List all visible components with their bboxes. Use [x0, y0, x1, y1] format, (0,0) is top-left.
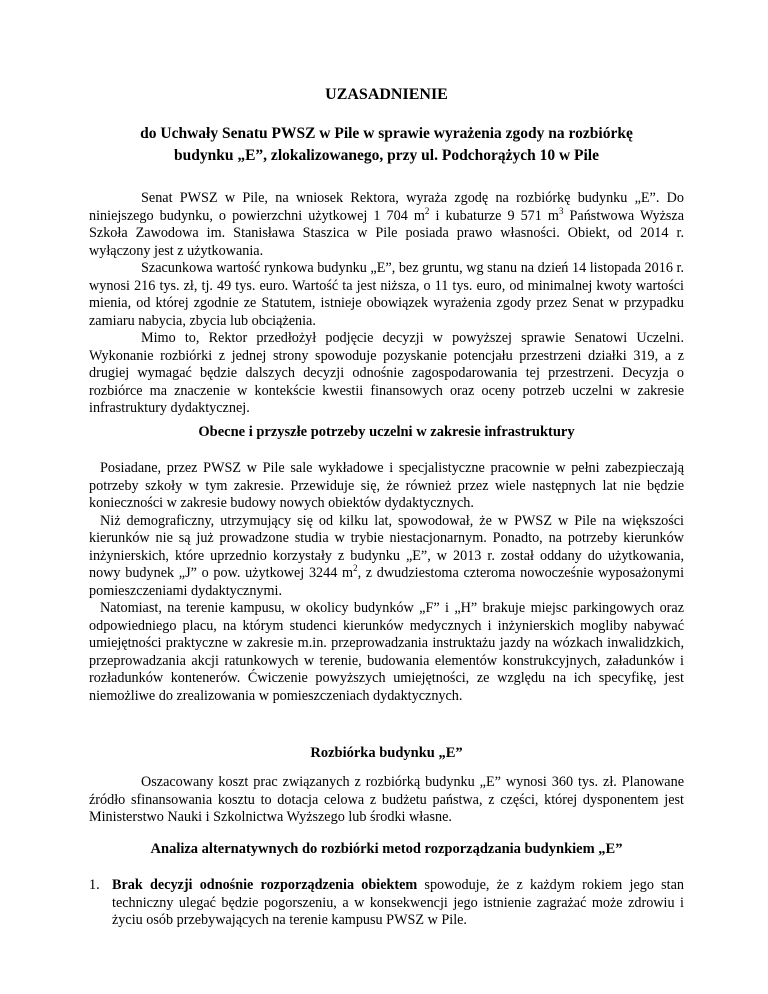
subtitle-line-2: budynku „E”, zlokalizowanego, przy ul. Podchorążych 10 w Pile: [174, 147, 599, 164]
document-subtitle: [89, 123, 684, 167]
list-item-text: spowoduje, że z każdym rokiem jego stan techniczny ulegać będzie pogorszeniu, a w konsekwencji jego istnienie zagrażać może zdrowiu i życiu osób przebywających na terenie kampusu PWSZ w Pile.: [112, 877, 684, 928]
alternatives-list-item: [89, 877, 684, 930]
demolition-section: [89, 774, 684, 827]
intro-paragraph-2: Szacunkowa wartość rynkowa budynku „E”, bez gruntu, wg stanu na dzień 14 listopada 2016 r. wynosi 216 tys. zł, tj. 49 tys. euro. Wartość ta jest niższa, o 11 tys. euro, od minimalnej kwoty wartości mienia, od której zgodnie ze Statutem, istnieje obowiązek wyrażenia zgody przez Senat w przypadku zamiaru nabycia, zbycia lub obciążenia.: [89, 260, 684, 329]
infrastructure-section: [89, 460, 684, 705]
infrastructure-paragraph-3: Natomiast, na terenie kampusu, w okolicy budynków „F” i „H” brakuje miejsc parkingowych oraz odpowiedniego placu, na którym studenci kierunków medycznych i inżynierskich mogliby nabywać umiejętności praktyczne w zakresie m.in. przeprowadzania instruktażu jazdy na wózkach inwalidzkich, przeprowadzania akcji ratunkowych w terenie, budowania elementów konstrukcyjnych, załadunków i rozładunków kontenerów. Ćwiczenie powyższych umiejętności, ze względu na ich specyfikę, jest niemożliwe do zrealizowania w pomieszczeniach dydaktycznych.: [89, 600, 684, 704]
list-item-number: 1.: [89, 877, 100, 893]
infrastructure-paragraph-1: Posiadane, przez PWSZ w Pile sale wykładowe i specjalistyczne pracownie w pełni zabezpieczają potrzeby szkoły w tym zakresie. Przewiduje się, że również przez wiele następnych lat nie będzie konieczności w zakresie budowy nowych obiektów dydaktycznych.: [89, 460, 684, 511]
document-title: UZASADNIENIE: [325, 86, 448, 103]
intro-paragraph-3: Mimo to, Rektor przedłożył podjęcie decyzji w powyższej sprawie Senatowi Uczelni. Wykonanie rozbiórki z jednej strony spowoduje pozyskanie potencjału przestrzeni działki 319, a z drugiej wymagać będzie dalszych decyzji odnośnie zagospodarowania tej przestrzeni. Decyzja o rozbiórce ma znaczenie w kontekście kwestii finansowych oraz oceny potrzeb uczelni w zakresie infrastruktury dydaktycznej.: [89, 330, 684, 416]
subtitle-line-1: do Uchwały Senatu PWSZ w Pile w sprawie wyrażenia zgody na rozbiórkę: [140, 125, 633, 142]
infrastructure-paragraph-2: Niż demograficzny, utrzymujący się od kilku lat, spowodował, że w PWSZ w Pile na większości kierunków nie są już prowadzone studia w trybie niestacjonarnym. Ponadto, na potrzeby kierunków inżynierskich, które uprzednio korzystały z budynku „E”, w 2013 r. został oddany do użytkowania, nowy budynek „J” o pow. użytkowej 3244 $m^2$, z dwudziestoma czteroma nowocześnie wyposażonymi pomieszczeniami dydaktycznymi.: [89, 512, 685, 599]
demolition-paragraph-1: Oszacowany koszt prac związanych z rozbiórką budynku „E” wynosi 360 tys. zł. Planowane źródło sfinansowania kosztu to dotacja celowa z budżetu państwa, z części, której dysponentem jest Ministerstwo Nauki i Szkolnictwa Wyższego lub środki własne.: [89, 774, 684, 825]
list-item-bold-lead: Brak decyzji odnośnie rozporządzenia obiektem: [112, 877, 418, 893]
section-heading-infrastructure: Obecne i przyszłe potrzeby uczelni w zakresie infrastruktury: [198, 424, 575, 440]
section-heading-alternatives: Analiza alternatywnych do rozbiórki metod rozporządzania budynkiem „E”: [150, 841, 623, 857]
intro-section: [89, 190, 684, 418]
intro-paragraph-1: Senat PWSZ w Pile, na wniosek Rektora, wyraża zgodę na rozbiórkę budynku „E”. Do niniejszego budynku, o powierzchni użytkowej 1 704 $m^2$ i kubaturze 9 571 $m^3$ Państwowa Wyższa Szkoła Zawodowa im. Stanisława Staszica w Pile posiada prawo własności. Obiekt, od 2014 r. wyłączony jest z użytkowania.: [89, 190, 684, 259]
list-item-body: [112, 877, 684, 930]
section-heading-demolition: Rozbiórka budynku „E”: [310, 745, 463, 761]
